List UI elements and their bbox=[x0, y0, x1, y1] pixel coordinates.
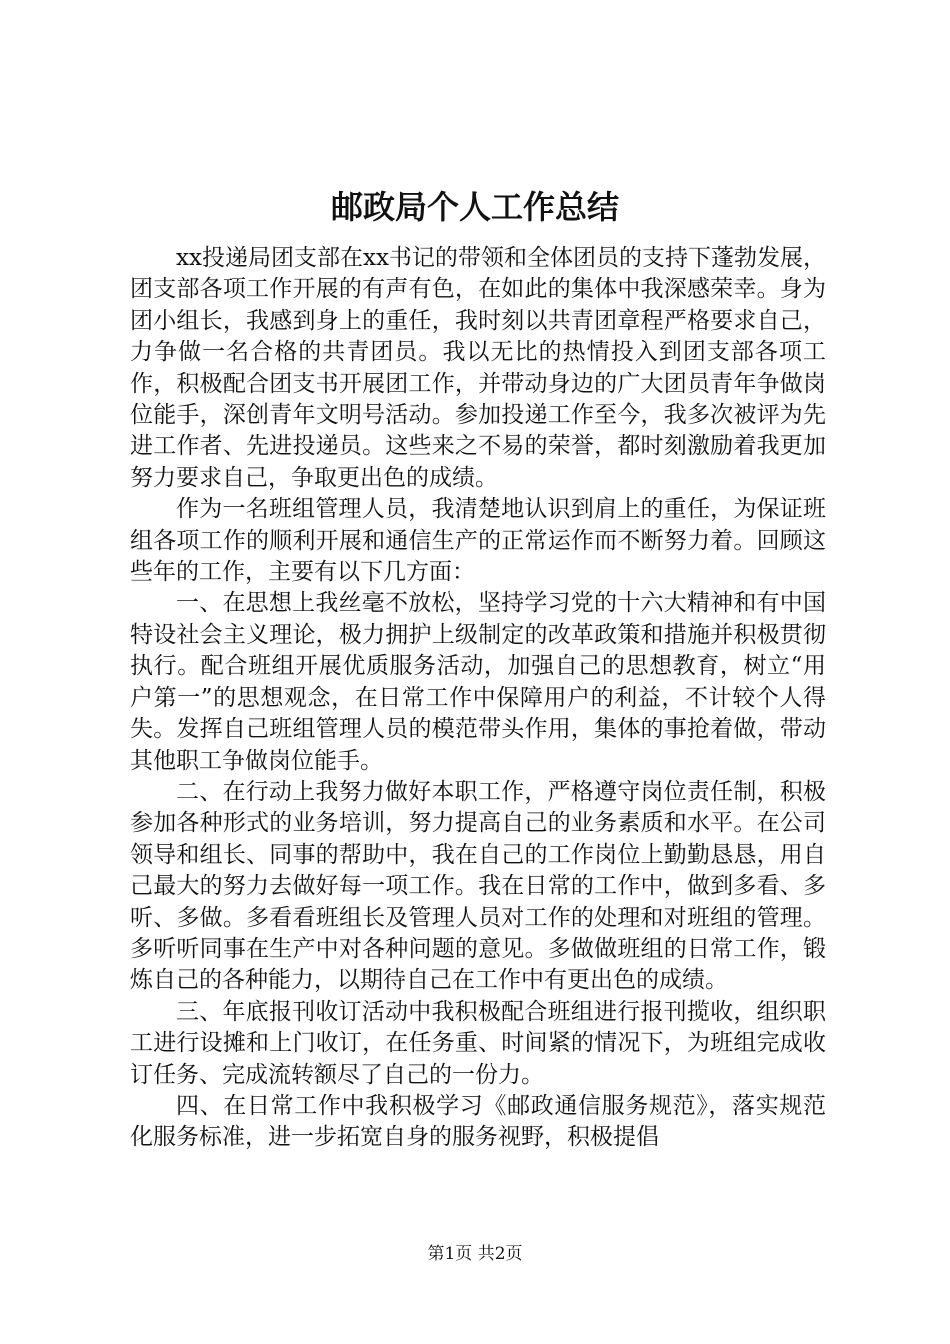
paragraph-2: 作为一名班组管理人员，我清楚地认识到肩上的重任，为保证班组各项工作的顺利开展和通信生产的正常运作而不断努力着。回顾这些年的工作，主要有以下几方面： bbox=[130, 496, 826, 586]
paragraph-1: xx投递局团支部在xx书记的带领和全体团员的支持下蓬勃发展，团支部各项工作开展的有声有色，在如此的集体中我深感荣幸。身为团小组长，我感到身上的重任，我时刻以共青团章程严格要求自己，力争做一名合格的共青团员。我以无比的热情投入到团支部各项工作，积极配合团支书开展团工作，并带动身边的广大团员青年争做岗位能手，深创青年文明号活动。参加投递工作至今，我多次被评为先进工作者、先进投递员。这些来之不易的荣誉，都时刻激励着我更加努力要求自己，争取更出色的成绩。 bbox=[130, 245, 826, 491]
paragraph-3: 一、在思想上我丝毫不放松，坚持学习党的十六大精神和有中国特设社会主义理论，极力拥护上级制定的改革政策和措施并积极贯彻执行。配合班组开展优质服务活动，加强自己的思想教育，树立“用户第一”的思想观念，在日常工作中保障用户的利益，不计较个人得失。发挥自己班组管理人员的模范带头作用，集体的事抢着做，带动其他职工争做岗位能手。 bbox=[130, 590, 826, 774]
paragraph-4: 二、在行动上我努力做好本职工作，严格遵守岗位责任制，积极参加各种形式的业务培训，努力提高自己的业务素质和水平。在公司领导和组长、同事的帮助中，我在自己的工作岗位上勤勤恳恳，用自己最大的努力去做好每一项工作。我在日常的工作中，做到多看、多听、多做。多看看班组长及管理人员对工作的处理和对班组的管理。多听听同事在生产中对各种问题的意见。多做做班组的日常工作，锻炼自己的各种能力，以期待自己在工作中有更出色的成绩。 bbox=[130, 778, 826, 994]
paragraph-6: 四、在日常工作中我积极学习《邮政通信服务规范》，落实规范化服务标准，进一步拓宽自身的服务视野，积极提倡 bbox=[130, 1092, 826, 1151]
document-body bbox=[130, 243, 826, 1154]
paragraph-5: 三、年底报刊收订活动中我积极配合班组进行报刊揽收，组织职工进行设摊和上门收订，在任务重、时间紧的情况下，为班组完成收订任务、完成流转额尽了自己的一份力。 bbox=[130, 998, 826, 1088]
page-title: 邮政局个人工作总结 bbox=[330, 188, 619, 226]
page-footer: 第1页 共2页 bbox=[427, 1244, 523, 1264]
